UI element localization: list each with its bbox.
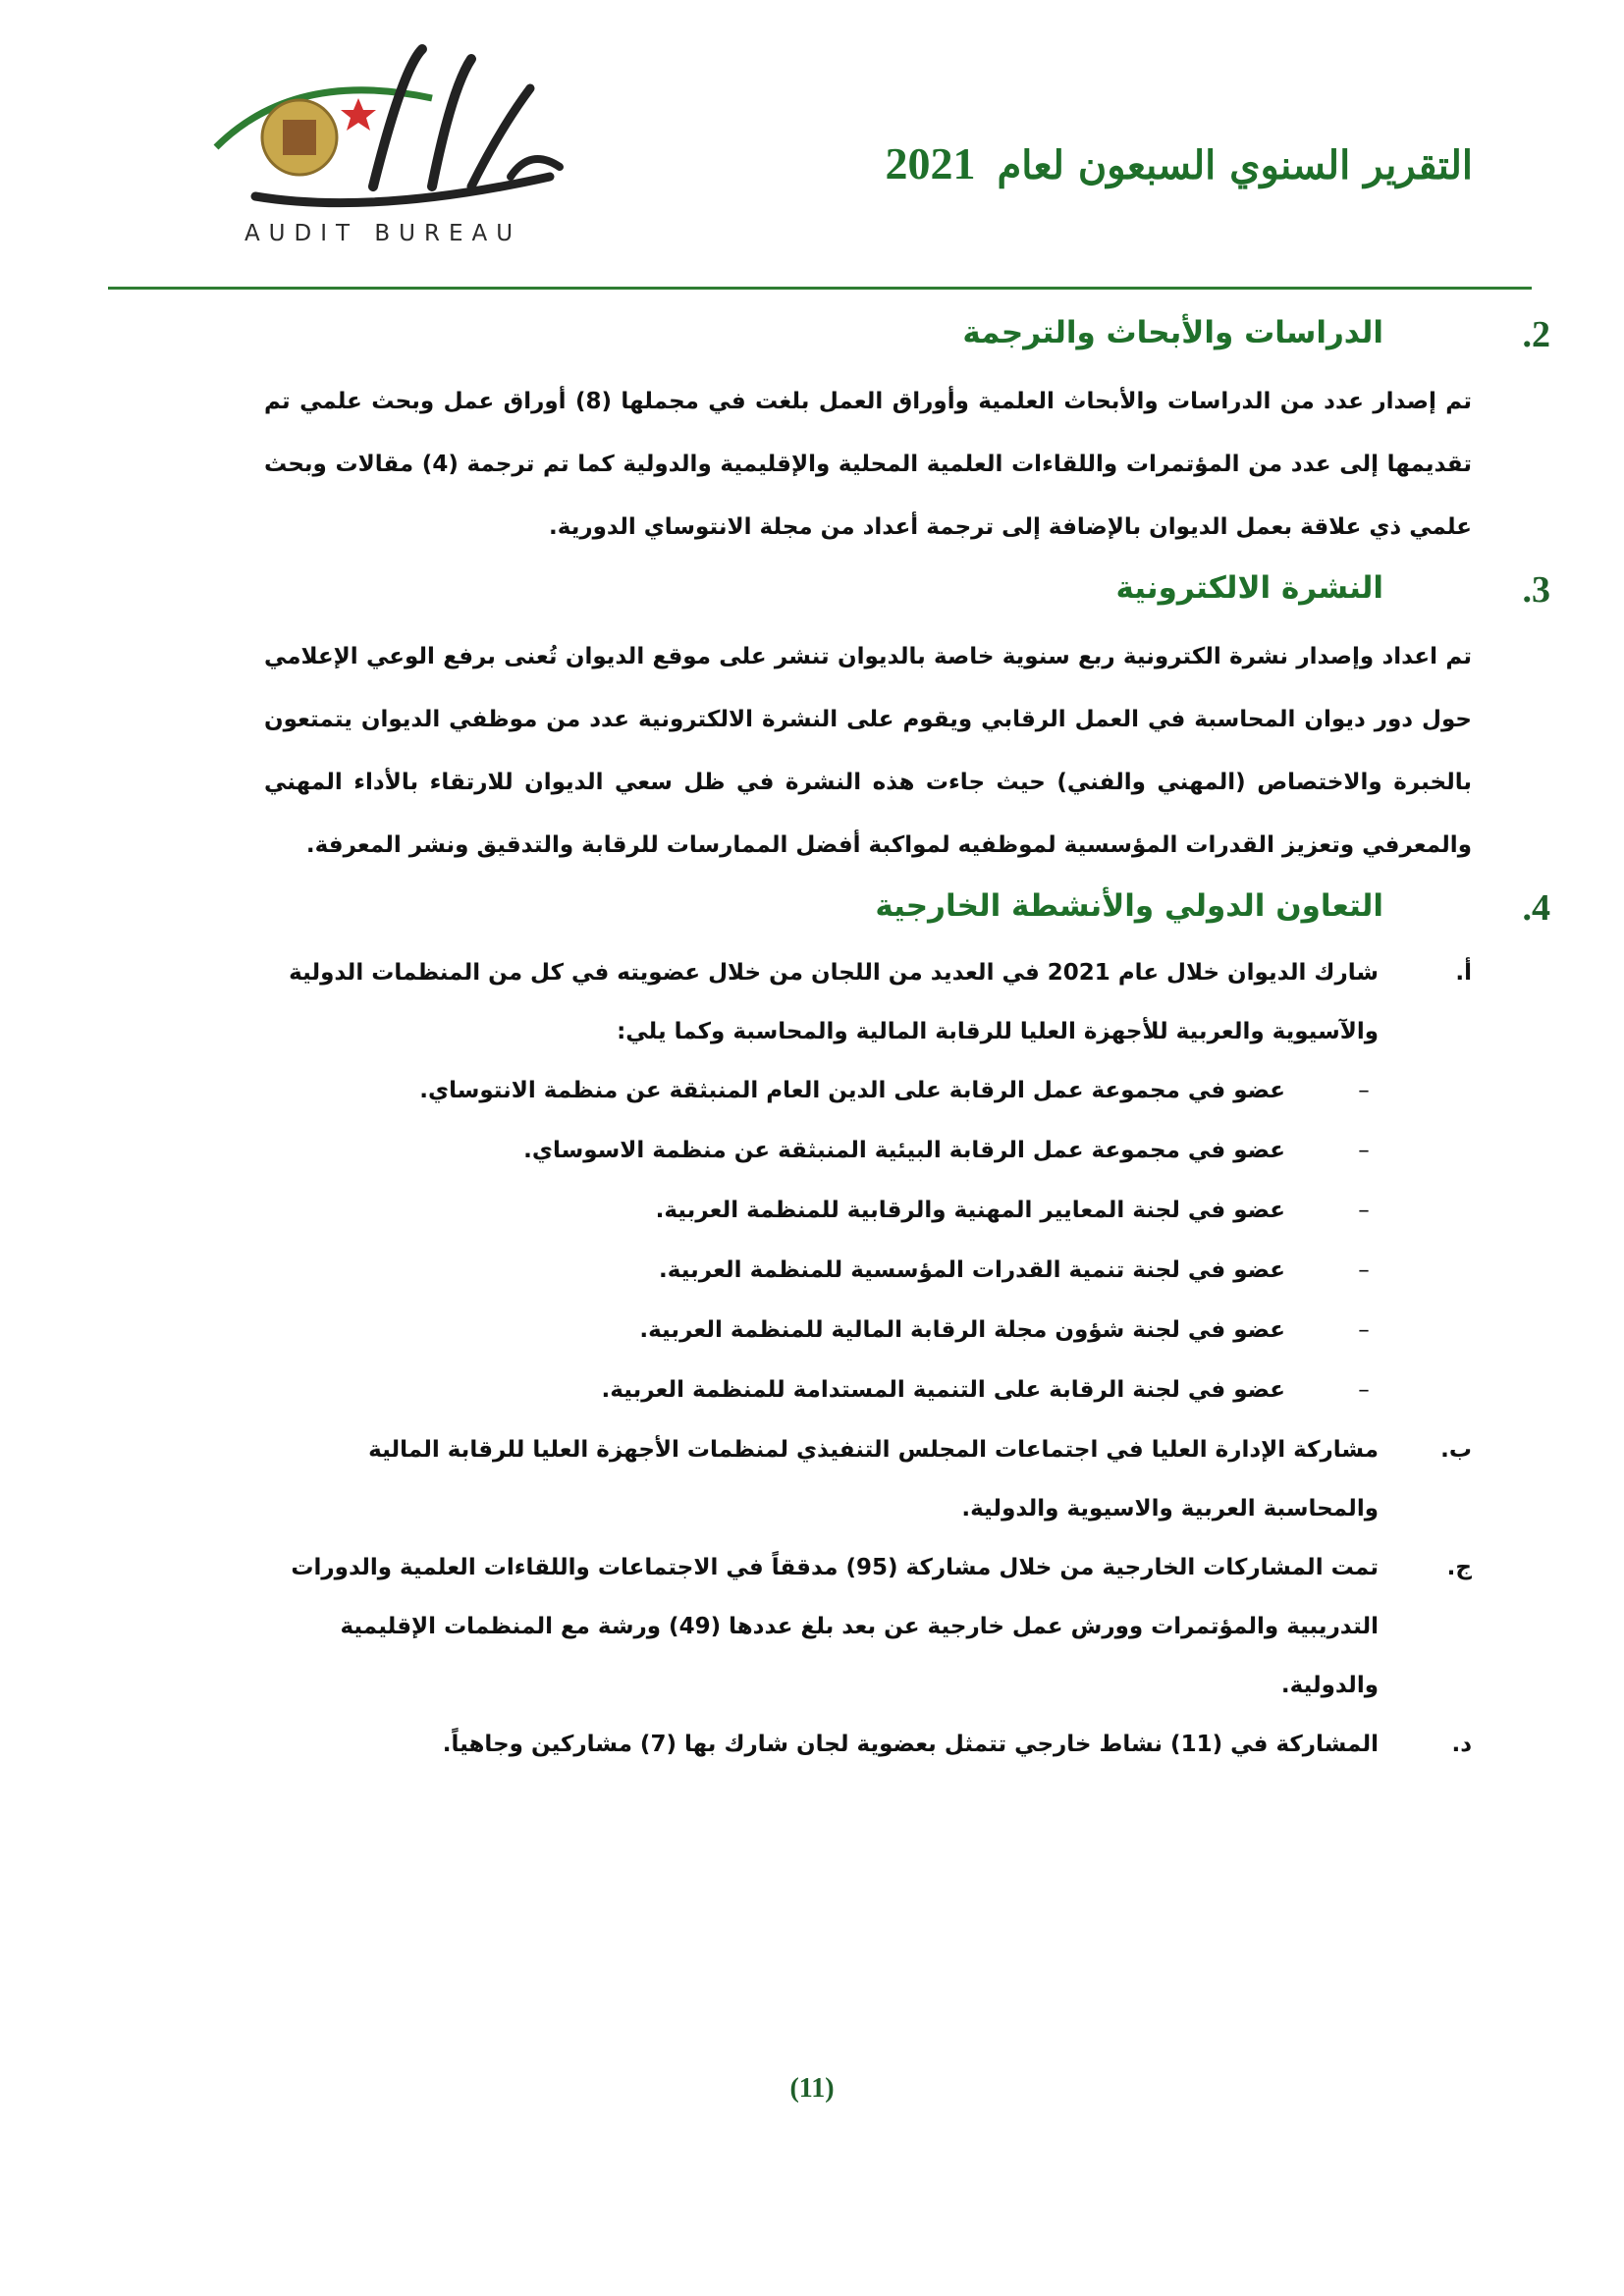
list-item-b <box>264 1420 1472 1538</box>
membership-item-text: عضو في لجنة الرقابة على التنمية المستدامة للمنظمة العربية. <box>601 1377 1285 1403</box>
membership-item-text: عضو في مجموعة عمل الرقابة على الدين العام المنبثقة عن منظمة الانتوساي. <box>419 1078 1285 1103</box>
list-item-d <box>264 1715 1472 1774</box>
membership-item: – عضو في لجنة الرقابة على التنمية المستدامة للمنظمة العربية. <box>601 1377 1370 1403</box>
membership-item: – عضو في مجموعة عمل الرقابة على الدين العام المنبثقة عن منظمة الانتوساي. <box>419 1078 1370 1103</box>
section-3-paragraph: تم اعداد وإصدار نشرة الكترونية ربع سنوية خاصة بالديوان تنشر على موقع الديوان تُعنى برفع الوعي الإعلامي حول دور ديوان المحاسبة في العمل الرقابي ويقوم على النشرة الالكترونية عدد من موظفي الديوان يتمتعون بالخبرة والاختصاص (المهني والفني) حيث جاءت هذه النشرة في ظل سعي الديوان للارتقاء بالأداء المهني والمعرفي وتعزيز القدرات المؤسسية لموظفيه لمواكبة أفضل الممارسات للرقابة والتدقيق ونشر المعرفة. <box>264 644 1472 858</box>
list-item-a <box>264 943 1472 1061</box>
section-number: .3 <box>1522 569 1550 611</box>
section-title: الدراسات والأبحاث والترجمة <box>962 315 1383 350</box>
page-number: (11) <box>789 2073 835 2104</box>
membership-item-text: عضو في مجموعة عمل الرقابة البيئية المنبثقة عن منظمة الاسوساي. <box>523 1138 1285 1163</box>
list-item-text: شارك الديوان خلال عام 2021 في العديد من اللجان من خلال عضويته في كل من المنظمات الدولية والآسيوية والعربية للأجهزة العليا للرقابة المالية والمحاسبة وكما يلي: <box>289 960 1379 1044</box>
list-item-text: تمت المشاركات الخارجية من خلال مشاركة (95) مدققاً في الاجتماعات واللقاءات العلمية والدورات التدريبية والمؤتمرات وورش عمل خارجية عن بعد بلغ عددها (49) ورشة مع المنظمات الإقليمية والدولية. <box>291 1555 1379 1698</box>
list-letter: أ. <box>1455 960 1472 986</box>
page-content <box>264 309 1550 1774</box>
header-divider <box>108 287 1532 290</box>
membership-item-text: عضو في لجنة تنمية القدرات المؤسسية للمنظمة العربية. <box>659 1257 1285 1283</box>
section-title: التعاون الدولي والأنشطة الخارجية <box>875 888 1383 924</box>
section-2-paragraph: تم إصدار عدد من الدراسات والأبحاث العلمية وأوراق العمل بلغت في مجملها (8) أوراق عمل وبحث علمي تم تقديمها إلى عدد من المؤتمرات واللقاءات العلمية المحلية والإقليمية والدولية كما تم ترجمة (4) مقالات وبحث علمي ذي علاقة بعمل الديوان بالإضافة إلى ترجمة أعداد من مجلة الانتوساي الدورية. <box>264 389 1472 540</box>
logo-calligraphy-icon <box>177 29 589 226</box>
membership-item: – عضو في لجنة تنمية القدرات المؤسسية للمنظمة العربية. <box>659 1257 1370 1283</box>
list-item-text: مشاركة الإدارة العليا في اجتماعات المجلس التنفيذي لمنظمات الأجهزة العليا للرقابة المالية والمحاسبة العربية والاسيوية والدولية. <box>368 1437 1379 1522</box>
section-2-heading <box>264 309 1550 370</box>
list-letter: ب. <box>1440 1437 1472 1463</box>
membership-item: – عضو في لجنة شؤون مجلة الرقابة المالية للمنظمة العربية. <box>639 1317 1370 1343</box>
list-item-text: المشاركة في (11) نشاط خارجي تتمثل بعضوية لجان شارك بها (7) مشاركين وجاهياً. <box>442 1732 1379 1757</box>
list-letter: ج. <box>1446 1555 1472 1580</box>
membership-item: – عضو في مجموعة عمل الرقابة البيئية المنبثقة عن منظمة الاسوساي. <box>523 1138 1370 1163</box>
page-header <box>108 29 1532 285</box>
membership-item-text: عضو في لجنة شؤون مجلة الرقابة المالية للمنظمة العربية. <box>639 1317 1285 1343</box>
list-item-c <box>264 1538 1472 1715</box>
list-letter: د. <box>1451 1732 1472 1757</box>
membership-list <box>264 1061 1472 1420</box>
membership-item-text: عضو في لجنة المعايير المهنية والرقابية للمنظمة العربية. <box>655 1198 1285 1223</box>
audit-bureau-logo <box>177 29 589 265</box>
section-title: النشرة الالكترونية <box>1115 570 1383 606</box>
report-title <box>886 137 1473 189</box>
report-title-text: التقرير السنوي السبعون لعام <box>997 142 1473 188</box>
section-3-heading <box>264 564 1550 625</box>
section-number: .2 <box>1522 314 1550 355</box>
report-year: 2021 <box>885 138 976 188</box>
logo-text-en: AUDIT BUREAU <box>244 221 522 246</box>
section-4-heading <box>264 882 1550 943</box>
section-number: .4 <box>1522 887 1550 929</box>
membership-item: – عضو في لجنة المعايير المهنية والرقابية للمنظمة العربية. <box>655 1198 1370 1223</box>
